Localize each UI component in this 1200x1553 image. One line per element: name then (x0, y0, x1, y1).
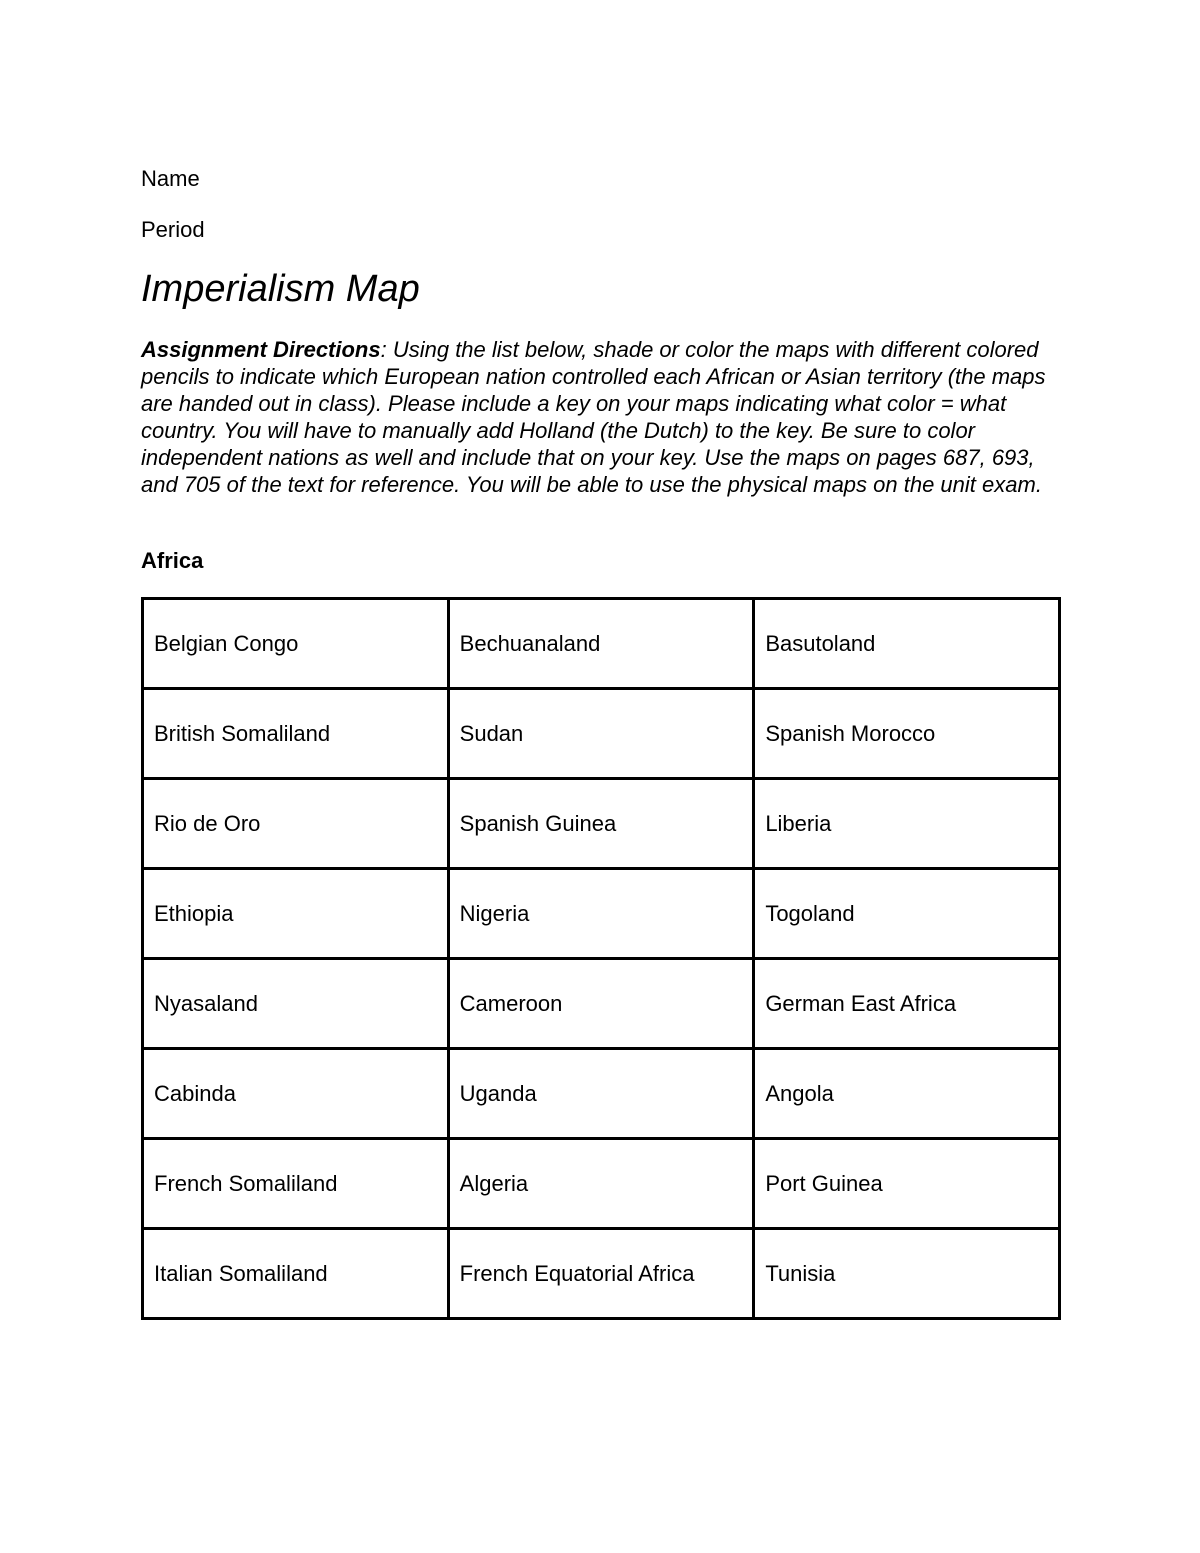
table-cell: Rio de Oro (143, 779, 449, 869)
section-heading-africa: Africa (141, 548, 204, 573)
table-cell: Cameroon (448, 959, 754, 1049)
table-cell: French Somaliland (143, 1139, 449, 1229)
assignment-directions (141, 336, 1056, 498)
table-cell: Basutoland (754, 599, 1060, 689)
table-cell: Bechuanaland (448, 599, 754, 689)
table-cell: German East Africa (754, 959, 1060, 1049)
table-row (143, 599, 1060, 689)
table-cell: Tunisia (754, 1229, 1060, 1319)
table-row (143, 1049, 1060, 1139)
table-row (143, 779, 1060, 869)
table-cell: French Equatorial Africa (448, 1229, 754, 1319)
directions-lead: Assignment Directions (141, 337, 381, 362)
table-cell: Spanish Morocco (754, 689, 1060, 779)
africa-territory-table (141, 597, 1061, 1320)
period-label: Period (141, 217, 205, 242)
table-row (143, 869, 1060, 959)
table-cell: Angola (754, 1049, 1060, 1139)
table-cell: Italian Somaliland (143, 1229, 449, 1319)
name-label: Name (141, 166, 200, 191)
table-cell: Nyasaland (143, 959, 449, 1049)
table-cell: Spanish Guinea (448, 779, 754, 869)
table-row (143, 1229, 1060, 1319)
table-cell: Sudan (448, 689, 754, 779)
table-cell: Belgian Congo (143, 599, 449, 689)
table-cell: Togoland (754, 869, 1060, 959)
table-cell: Ethiopia (143, 869, 449, 959)
table-cell: Nigeria (448, 869, 754, 959)
table-cell: Algeria (448, 1139, 754, 1229)
table-cell: Liberia (754, 779, 1060, 869)
table-cell: Uganda (448, 1049, 754, 1139)
table-row (143, 1139, 1060, 1229)
table-row (143, 959, 1060, 1049)
table-row (143, 689, 1060, 779)
page-title: Imperialism Map (141, 268, 420, 310)
table-cell: Port Guinea (754, 1139, 1060, 1229)
directions-text: : Using the list below, shade or color the maps with different colored pencils to indicate which European nation controlled each African or Asian territory (the maps are handed out in class). Please include a key on your maps indicating what color = what country. You will have to manually add Holland (the Dutch) to the key. Be sure to color independent nations as well and include that on your key. Use the maps on pages 687, 693, and 705 of the text for reference. You will be able to use the physical maps on the unit exam. (141, 337, 1046, 497)
table-cell: British Somaliland (143, 689, 449, 779)
table-cell: Cabinda (143, 1049, 449, 1139)
